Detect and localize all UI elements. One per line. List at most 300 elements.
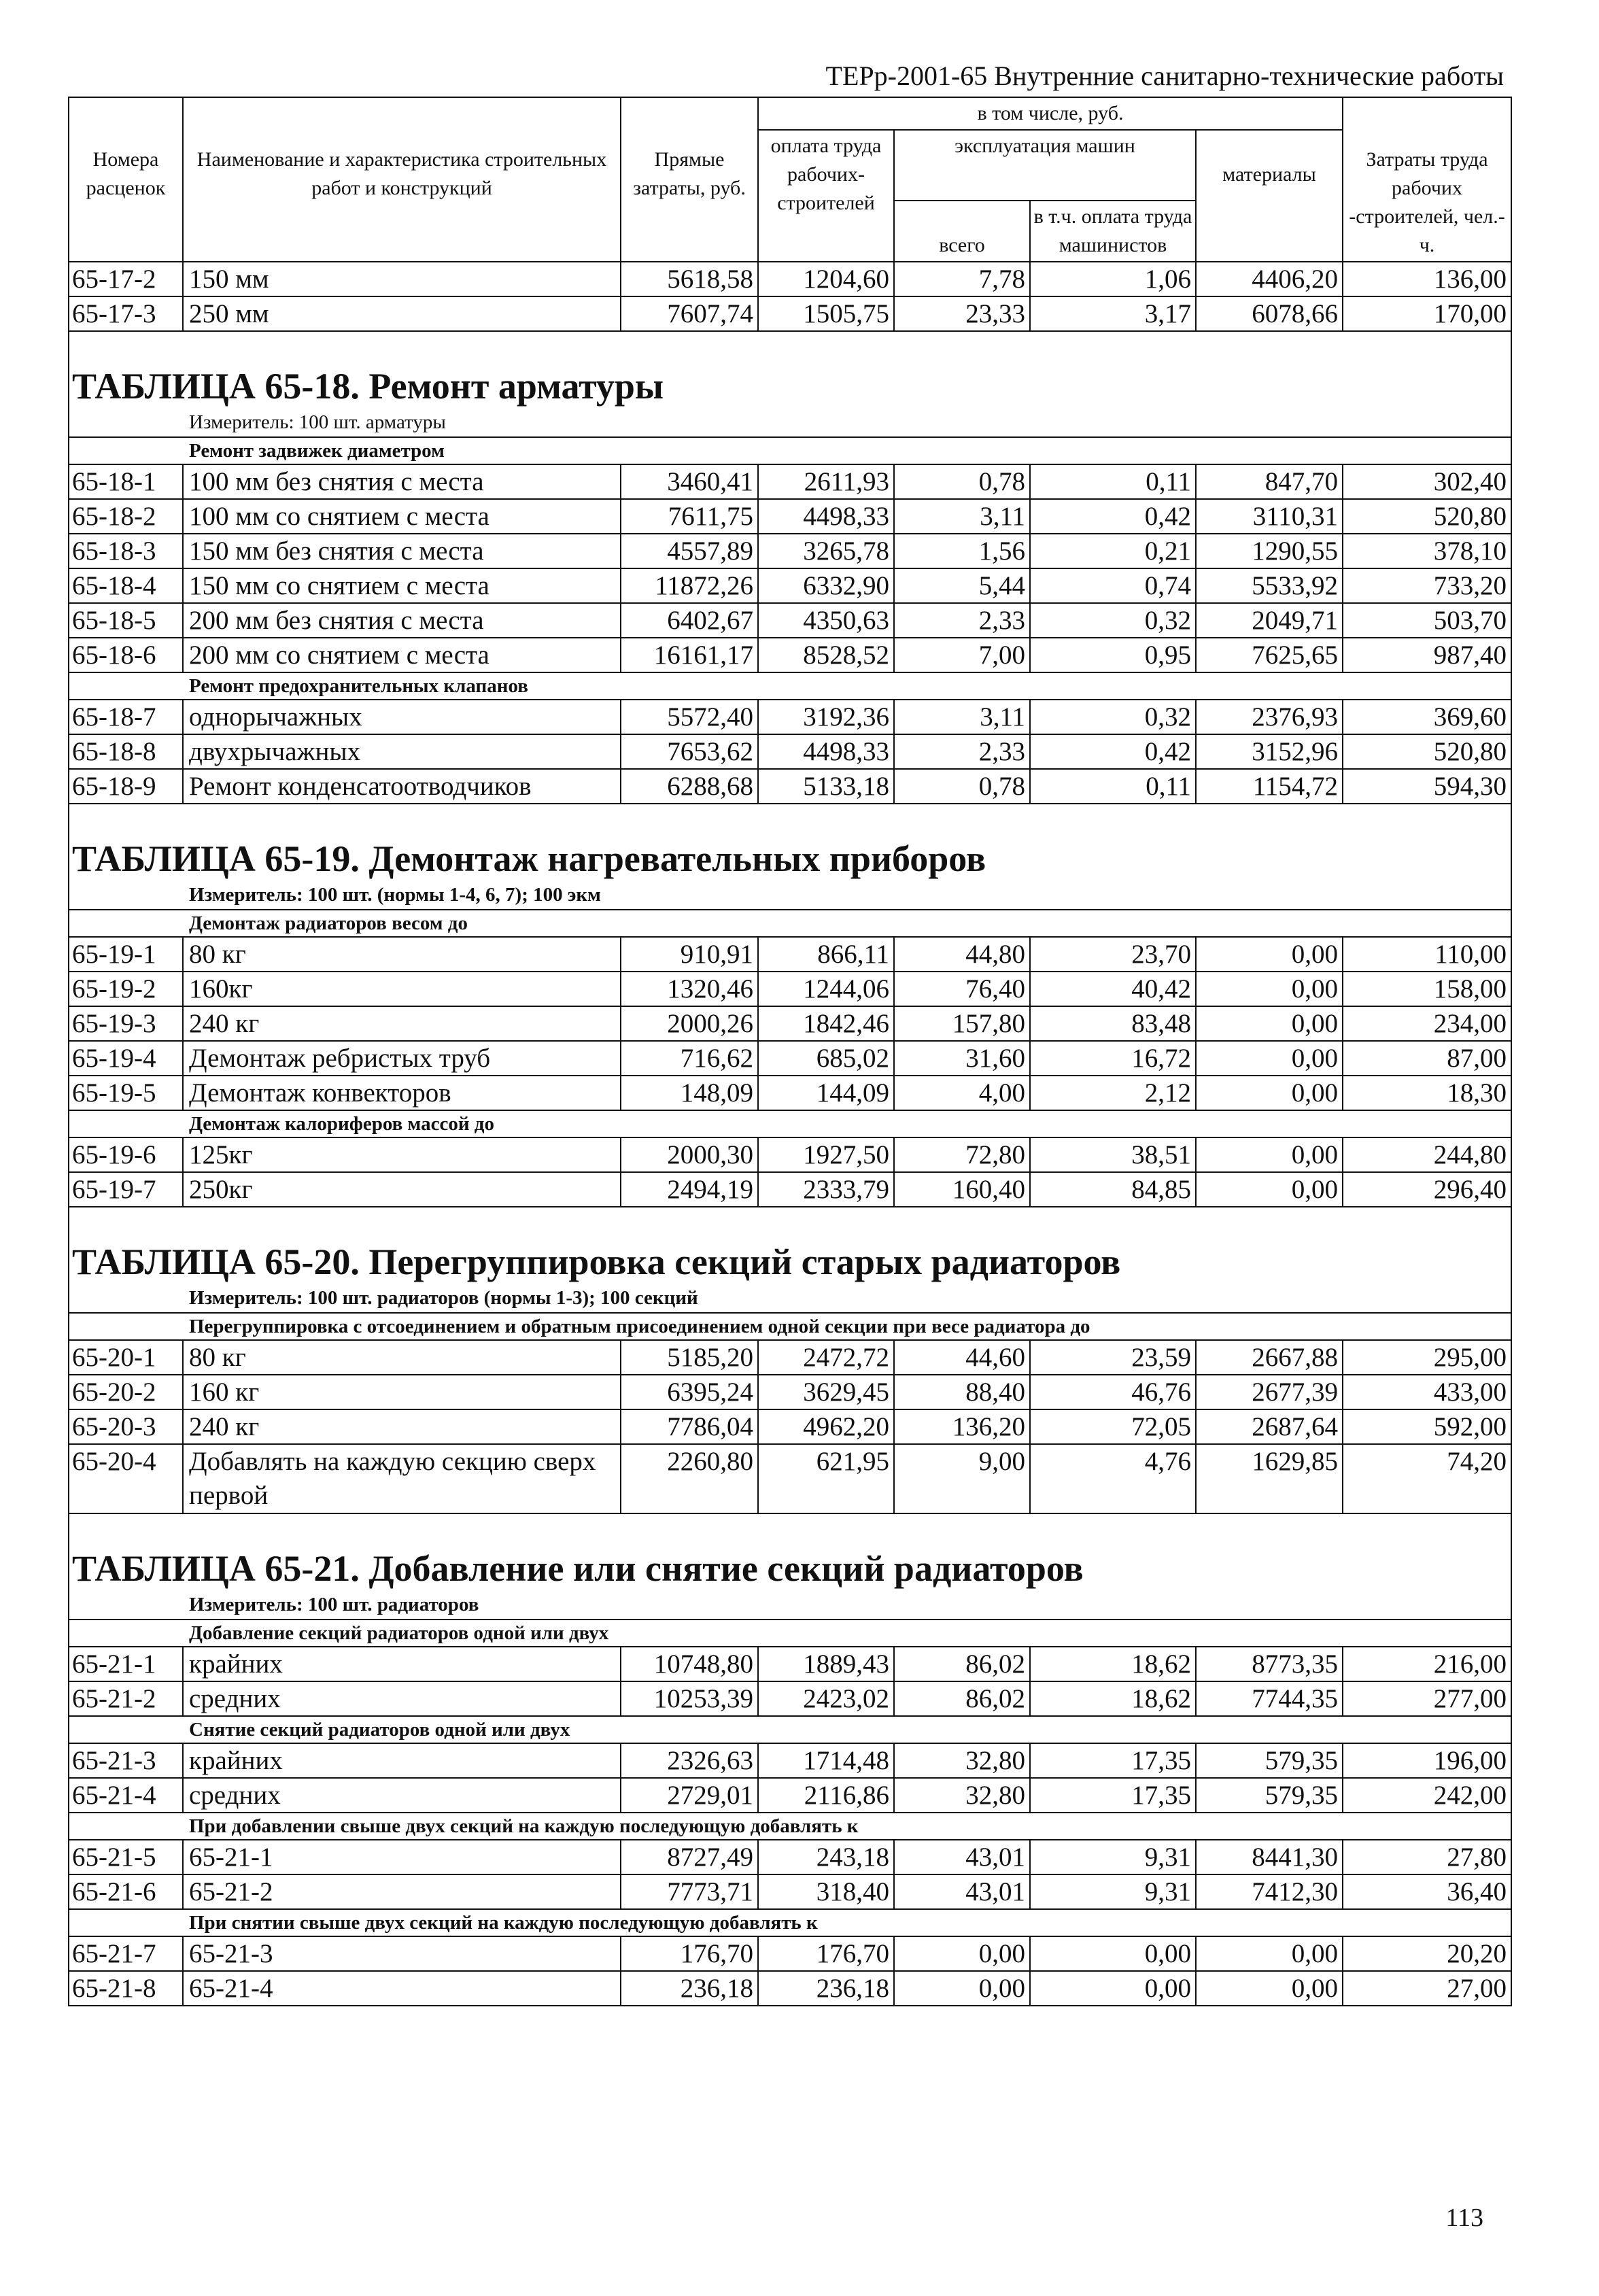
cell-code: 65-19-1	[69, 937, 183, 972]
cell-pay: 685,02	[758, 1041, 894, 1076]
table-row	[69, 1006, 1511, 1041]
table-row	[69, 1840, 1511, 1874]
cell-name: 150 мм без снятия с места	[183, 534, 621, 568]
cell-mach: 0,78	[894, 464, 1030, 499]
cell-mat: 0,00	[1196, 1172, 1343, 1207]
cell-code: 65-18-2	[69, 499, 183, 534]
cell-code: 65-20-1	[69, 1340, 183, 1375]
cell-labor: 110,00	[1343, 937, 1511, 972]
table-unit-row	[69, 408, 1511, 437]
col-header-code: Номера расценок	[69, 97, 183, 262]
cell-pay: 176,70	[758, 1936, 894, 1971]
col-header-name: Наименование и характеристика строительных работ и конструкций	[183, 97, 621, 262]
cell-code: 65-17-3	[69, 296, 183, 331]
cell-mat: 7412,30	[1196, 1874, 1343, 1909]
cell-mpay: 0,95	[1030, 638, 1196, 672]
cell-labor: 27,00	[1343, 1971, 1511, 2006]
cell-labor: 378,10	[1343, 534, 1511, 568]
cell-direct: 7611,75	[621, 499, 758, 534]
cell-code: 65-18-7	[69, 700, 183, 734]
cell-mach: 32,80	[894, 1743, 1030, 1778]
cell-name: 200 мм со снятием с места	[183, 638, 621, 672]
table-title-row	[69, 331, 1511, 408]
cell-mat: 3110,31	[1196, 499, 1343, 534]
cell-mpay: 23,70	[1030, 937, 1196, 972]
cell-direct: 176,70	[621, 1936, 758, 1971]
cell-mat: 0,00	[1196, 1041, 1343, 1076]
cell-mpay: 0,74	[1030, 568, 1196, 603]
table-row	[69, 1340, 1511, 1375]
cell-mach: 44,60	[894, 1340, 1030, 1375]
cell-labor: 369,60	[1343, 700, 1511, 734]
cell-pay: 4962,20	[758, 1409, 894, 1444]
cell-direct: 7786,04	[621, 1409, 758, 1444]
table-row	[69, 1874, 1511, 1909]
cell-mat: 6078,66	[1196, 296, 1343, 331]
cell-direct: 7607,74	[621, 296, 758, 331]
cell-mpay: 72,05	[1030, 1409, 1196, 1444]
cell-direct: 4557,89	[621, 534, 758, 568]
cell-labor: 36,40	[1343, 1874, 1511, 1909]
table-row	[69, 534, 1511, 568]
table-row	[69, 1647, 1511, 1681]
cell-mach: 76,40	[894, 972, 1030, 1006]
cell-direct: 10253,39	[621, 1681, 758, 1716]
cell-mpay: 18,62	[1030, 1681, 1196, 1716]
table-row	[69, 1681, 1511, 1716]
cell-direct: 2326,63	[621, 1743, 758, 1778]
table-row	[69, 499, 1511, 534]
col-header-materials: материалы	[1196, 130, 1343, 262]
cell-mach: 43,01	[894, 1840, 1030, 1874]
cell-labor: 234,00	[1343, 1006, 1511, 1041]
cell-pay: 1244,06	[758, 972, 894, 1006]
cell-pay: 243,18	[758, 1840, 894, 1874]
cell-code: 65-19-7	[69, 1172, 183, 1207]
cell-direct: 6402,67	[621, 603, 758, 638]
cell-mpay: 0,11	[1030, 464, 1196, 499]
cell-pay: 4498,33	[758, 734, 894, 769]
cell-direct: 5572,40	[621, 700, 758, 734]
group-header-row	[69, 1813, 1511, 1840]
cell-direct: 5618,58	[621, 262, 758, 296]
cell-mat: 579,35	[1196, 1778, 1343, 1813]
cell-labor: 216,00	[1343, 1647, 1511, 1681]
cell-code: 65-18-4	[69, 568, 183, 603]
cell-direct: 8727,49	[621, 1840, 758, 1874]
cell-pay: 1714,48	[758, 1743, 894, 1778]
cell-labor: 594,30	[1343, 769, 1511, 804]
cell-mach: 0,00	[894, 1971, 1030, 2006]
table-unit: Измеритель: 100 шт. радиаторов (нормы 1-3); 100 секций	[69, 1284, 1511, 1313]
table-row	[69, 603, 1511, 638]
cell-direct: 6288,68	[621, 769, 758, 804]
cell-mpay: 84,85	[1030, 1172, 1196, 1207]
cell-name: однорычажных	[183, 700, 621, 734]
cell-pay: 2333,79	[758, 1172, 894, 1207]
cell-name: 200 мм без снятия с места	[183, 603, 621, 638]
table-row	[69, 1409, 1511, 1444]
cell-direct: 2000,30	[621, 1137, 758, 1172]
cell-mach: 0,00	[894, 1936, 1030, 1971]
cell-mach: 0,78	[894, 769, 1030, 804]
cell-labor: 20,20	[1343, 1936, 1511, 1971]
group-label: Добавление секций радиаторов одной или двух	[69, 1620, 1511, 1647]
cell-pay: 6332,90	[758, 568, 894, 603]
cell-code: 65-21-6	[69, 1874, 183, 1909]
cell-direct: 236,18	[621, 1971, 758, 2006]
cell-mpay: 46,76	[1030, 1375, 1196, 1409]
cell-pay: 2472,72	[758, 1340, 894, 1375]
cell-name: 80 кг	[183, 1340, 621, 1375]
table-row	[69, 700, 1511, 734]
cell-name: средних	[183, 1778, 621, 1813]
table-header	[69, 97, 1511, 262]
cell-name: 100 мм со снятием с места	[183, 499, 621, 534]
cell-code: 65-20-4	[69, 1444, 183, 1513]
cell-labor: 592,00	[1343, 1409, 1511, 1444]
group-label: Ремонт предохранительных клапанов	[69, 672, 1511, 700]
group-header-row	[69, 1110, 1511, 1137]
cell-code: 65-18-8	[69, 734, 183, 769]
group-label: Снятие секций радиаторов одной или двух	[69, 1716, 1511, 1743]
col-header-machines-pay: в т.ч. оплата труда машинистов	[1030, 201, 1196, 262]
cell-code: 65-19-6	[69, 1137, 183, 1172]
cell-mach: 157,80	[894, 1006, 1030, 1041]
cell-mpay: 18,62	[1030, 1647, 1196, 1681]
cell-mpay: 0,21	[1030, 534, 1196, 568]
cell-pay: 621,95	[758, 1444, 894, 1513]
cell-name: Добавлять на каждую секцию сверх первой	[183, 1444, 621, 1513]
cell-name: 80 кг	[183, 937, 621, 972]
cell-mat: 0,00	[1196, 1006, 1343, 1041]
cell-pay: 236,18	[758, 1971, 894, 2006]
cell-labor: 433,00	[1343, 1375, 1511, 1409]
cell-pay: 1842,46	[758, 1006, 894, 1041]
group-label: Демонтаж калориферов массой до	[69, 1110, 1511, 1137]
col-header-direct: Прямые затраты, руб.	[621, 97, 758, 262]
cell-pay: 1505,75	[758, 296, 894, 331]
cell-mat: 0,00	[1196, 1971, 1343, 2006]
group-label: Перегруппировка с отсоединением и обратным присоединением одной секции при весе радиатора до	[69, 1313, 1511, 1340]
table-title-row	[69, 804, 1511, 880]
cell-labor: 277,00	[1343, 1681, 1511, 1716]
table-unit: Измеритель: 100 шт. (нормы 1-4, 6, 7); 100 экм	[69, 880, 1511, 910]
cell-labor: 520,80	[1343, 734, 1511, 769]
cell-mach: 136,20	[894, 1409, 1030, 1444]
cell-mach: 88,40	[894, 1375, 1030, 1409]
cell-mpay: 0,42	[1030, 734, 1196, 769]
cell-code: 65-19-5	[69, 1076, 183, 1110]
cell-mpay: 0,00	[1030, 1971, 1196, 2006]
cell-direct: 11872,26	[621, 568, 758, 603]
price-table	[68, 97, 1512, 2006]
cell-mat: 1629,85	[1196, 1444, 1343, 1513]
group-label: При снятии свыше двух секций на каждую последующую добавлять к	[69, 1909, 1511, 1936]
table-unit: Измеритель: 100 шт. радиаторов	[69, 1590, 1511, 1620]
cell-mpay: 38,51	[1030, 1137, 1196, 1172]
cell-direct: 148,09	[621, 1076, 758, 1110]
cell-labor: 302,40	[1343, 464, 1511, 499]
cell-direct: 3460,41	[621, 464, 758, 499]
cell-direct: 2260,80	[621, 1444, 758, 1513]
table-row	[69, 1971, 1511, 2006]
table-row	[69, 1778, 1511, 1813]
cell-labor: 242,00	[1343, 1778, 1511, 1813]
cell-pay: 1927,50	[758, 1137, 894, 1172]
table-row	[69, 1743, 1511, 1778]
cell-mpay: 17,35	[1030, 1778, 1196, 1813]
cell-name: 160 кг	[183, 1375, 621, 1409]
col-header-labor-pay: оплата труда рабочих-строителей	[758, 130, 894, 262]
cell-code: 65-19-2	[69, 972, 183, 1006]
table-unit-row	[69, 1284, 1511, 1313]
cell-labor: 196,00	[1343, 1743, 1511, 1778]
cell-mat: 2667,88	[1196, 1340, 1343, 1375]
cell-name: крайних	[183, 1743, 621, 1778]
cell-mach: 72,80	[894, 1137, 1030, 1172]
cell-pay: 866,11	[758, 937, 894, 972]
cell-pay: 318,40	[758, 1874, 894, 1909]
table-body	[69, 262, 1511, 2006]
cell-direct: 1320,46	[621, 972, 758, 1006]
cell-mach: 2,33	[894, 734, 1030, 769]
group-header-row	[69, 1716, 1511, 1743]
cell-mach: 43,01	[894, 1874, 1030, 1909]
table-row	[69, 1172, 1511, 1207]
group-label: Демонтаж радиаторов весом до	[69, 910, 1511, 937]
page-number: 113	[1445, 2204, 1483, 2232]
table-row	[69, 1444, 1511, 1513]
cell-mach: 5,44	[894, 568, 1030, 603]
cell-direct: 10748,80	[621, 1647, 758, 1681]
cell-mat: 2677,39	[1196, 1375, 1343, 1409]
cell-mat: 579,35	[1196, 1743, 1343, 1778]
col-header-machines: эксплуатация машин	[894, 130, 1196, 201]
cell-code: 65-18-6	[69, 638, 183, 672]
cell-labor: 987,40	[1343, 638, 1511, 672]
group-label: Ремонт задвижек диаметром	[69, 437, 1511, 464]
cell-code: 65-21-4	[69, 1778, 183, 1813]
group-header-row	[69, 1909, 1511, 1936]
cell-labor: 244,80	[1343, 1137, 1511, 1172]
cell-mat: 2687,64	[1196, 1409, 1343, 1444]
cell-mach: 160,40	[894, 1172, 1030, 1207]
cell-pay: 2116,86	[758, 1778, 894, 1813]
cell-labor: 733,20	[1343, 568, 1511, 603]
cell-mat: 2376,93	[1196, 700, 1343, 734]
cell-direct: 5185,20	[621, 1340, 758, 1375]
table-unit-row	[69, 880, 1511, 910]
cell-code: 65-21-1	[69, 1647, 183, 1681]
cell-pay: 144,09	[758, 1076, 894, 1110]
cell-labor: 520,80	[1343, 499, 1511, 534]
cell-code: 65-21-3	[69, 1743, 183, 1778]
cell-code: 65-21-2	[69, 1681, 183, 1716]
cell-direct: 716,62	[621, 1041, 758, 1076]
group-header-row	[69, 1620, 1511, 1647]
table-row	[69, 1076, 1511, 1110]
cell-pay: 2611,93	[758, 464, 894, 499]
cell-code: 65-18-3	[69, 534, 183, 568]
cell-mach: 86,02	[894, 1647, 1030, 1681]
cell-direct: 16161,17	[621, 638, 758, 672]
cell-mach: 4,00	[894, 1076, 1030, 1110]
cell-name: крайних	[183, 1647, 621, 1681]
cell-labor: 74,20	[1343, 1444, 1511, 1513]
cell-code: 65-19-4	[69, 1041, 183, 1076]
cell-mpay: 17,35	[1030, 1743, 1196, 1778]
cell-mat: 8441,30	[1196, 1840, 1343, 1874]
cell-labor: 27,80	[1343, 1840, 1511, 1874]
cell-pay: 1204,60	[758, 262, 894, 296]
table-row	[69, 1137, 1511, 1172]
cell-mpay: 0,42	[1030, 499, 1196, 534]
col-header-including: в том числе, руб.	[758, 97, 1343, 130]
cell-name: 65-21-3	[183, 1936, 621, 1971]
cell-code: 65-20-2	[69, 1375, 183, 1409]
cell-name: 240 кг	[183, 1006, 621, 1041]
cell-mpay: 2,12	[1030, 1076, 1196, 1110]
cell-mach: 3,11	[894, 700, 1030, 734]
cell-pay: 3629,45	[758, 1375, 894, 1409]
cell-labor: 503,70	[1343, 603, 1511, 638]
cell-mat: 7625,65	[1196, 638, 1343, 672]
cell-mat: 8773,35	[1196, 1647, 1343, 1681]
cell-direct: 2494,19	[621, 1172, 758, 1207]
cell-mpay: 9,31	[1030, 1840, 1196, 1874]
cell-code: 65-21-8	[69, 1971, 183, 2006]
cell-code: 65-18-5	[69, 603, 183, 638]
table-row	[69, 734, 1511, 769]
cell-code: 65-20-3	[69, 1409, 183, 1444]
cell-mat: 1154,72	[1196, 769, 1343, 804]
table-title: ТАБЛИЦА 65-20. Перегруппировка секций старых радиаторов	[69, 1207, 1511, 1284]
document-header: ТЕРр-2001-65 Внутренние санитарно-технические работы	[825, 61, 1504, 91]
cell-mpay: 4,76	[1030, 1444, 1196, 1513]
group-header-row	[69, 672, 1511, 700]
cell-mpay: 40,42	[1030, 972, 1196, 1006]
cell-mach: 7,00	[894, 638, 1030, 672]
cell-name: 240 кг	[183, 1409, 621, 1444]
cell-code: 65-18-9	[69, 769, 183, 804]
table-row	[69, 1936, 1511, 1971]
table-title: ТАБЛИЦА 65-18. Ремонт арматуры	[69, 331, 1511, 408]
table-row	[69, 937, 1511, 972]
cell-labor: 18,30	[1343, 1076, 1511, 1110]
cell-mpay: 0,32	[1030, 700, 1196, 734]
cell-mpay: 16,72	[1030, 1041, 1196, 1076]
table-row	[69, 464, 1511, 499]
table-row	[69, 1375, 1511, 1409]
cell-direct: 2729,01	[621, 1778, 758, 1813]
cell-pay: 1889,43	[758, 1647, 894, 1681]
table-title-row	[69, 1207, 1511, 1284]
table-unit: Измеритель: 100 шт. арматуры	[69, 408, 1511, 437]
cell-name: 160кг	[183, 972, 621, 1006]
group-header-row	[69, 437, 1511, 464]
cell-name: 65-21-4	[183, 1971, 621, 2006]
cell-mat: 0,00	[1196, 937, 1343, 972]
cell-mpay: 23,59	[1030, 1340, 1196, 1375]
table-title: ТАБЛИЦА 65-21. Добавление или снятие секций радиаторов	[69, 1513, 1511, 1590]
cell-mpay: 0,00	[1030, 1936, 1196, 1971]
cell-name: средних	[183, 1681, 621, 1716]
cell-mat: 0,00	[1196, 1936, 1343, 1971]
cell-pay: 8528,52	[758, 638, 894, 672]
cell-labor: 136,00	[1343, 262, 1511, 296]
cell-mat: 0,00	[1196, 972, 1343, 1006]
cell-labor: 296,40	[1343, 1172, 1511, 1207]
cell-labor: 170,00	[1343, 296, 1511, 331]
cell-direct: 7653,62	[621, 734, 758, 769]
table-row	[69, 1041, 1511, 1076]
cell-name: двухрычажных	[183, 734, 621, 769]
cell-pay: 5133,18	[758, 769, 894, 804]
table-row	[69, 262, 1511, 296]
col-header-labor-cost: Затраты труда рабочих -строителей, чел.-ч.	[1343, 97, 1511, 262]
cell-direct: 6395,24	[621, 1375, 758, 1409]
cell-mach: 3,11	[894, 499, 1030, 534]
cell-pay: 2423,02	[758, 1681, 894, 1716]
table-unit-row	[69, 1590, 1511, 1620]
cell-mach: 32,80	[894, 1778, 1030, 1813]
cell-name: Демонтаж конвекторов	[183, 1076, 621, 1110]
cell-code: 65-21-7	[69, 1936, 183, 1971]
cell-direct: 7773,71	[621, 1874, 758, 1909]
table-row	[69, 972, 1511, 1006]
cell-name: 250кг	[183, 1172, 621, 1207]
cell-mat: 7744,35	[1196, 1681, 1343, 1716]
cell-name: 125кг	[183, 1137, 621, 1172]
table-row	[69, 296, 1511, 331]
cell-direct: 910,91	[621, 937, 758, 972]
table-row	[69, 769, 1511, 804]
cell-labor: 158,00	[1343, 972, 1511, 1006]
group-label: При добавлении свыше двух секций на каждую последующую добавлять к	[69, 1813, 1511, 1840]
cell-mach: 23,33	[894, 296, 1030, 331]
cell-labor: 295,00	[1343, 1340, 1511, 1375]
cell-mpay: 0,11	[1030, 769, 1196, 804]
cell-code: 65-19-3	[69, 1006, 183, 1041]
cell-mat: 0,00	[1196, 1137, 1343, 1172]
table-title-row	[69, 1513, 1511, 1590]
cell-name: 65-21-1	[183, 1840, 621, 1874]
cell-mach: 9,00	[894, 1444, 1030, 1513]
cell-mpay: 9,31	[1030, 1874, 1196, 1909]
cell-mat: 2049,71	[1196, 603, 1343, 638]
cell-code: 65-21-5	[69, 1840, 183, 1874]
cell-name: 65-21-2	[183, 1874, 621, 1909]
cell-mat: 3152,96	[1196, 734, 1343, 769]
cell-name: 150 мм	[183, 262, 621, 296]
group-header-row	[69, 1313, 1511, 1340]
cell-mpay: 3,17	[1030, 296, 1196, 331]
cell-mach: 2,33	[894, 603, 1030, 638]
table-row	[69, 638, 1511, 672]
cell-mat: 847,70	[1196, 464, 1343, 499]
cell-pay: 4498,33	[758, 499, 894, 534]
cell-code: 65-18-1	[69, 464, 183, 499]
cell-name: Ремонт конденсатоотводчиков	[183, 769, 621, 804]
cell-mach: 7,78	[894, 262, 1030, 296]
cell-mpay: 1,06	[1030, 262, 1196, 296]
cell-direct: 2000,26	[621, 1006, 758, 1041]
cell-code: 65-17-2	[69, 262, 183, 296]
cell-mach: 44,80	[894, 937, 1030, 972]
cell-name: Демонтаж ребристых труб	[183, 1041, 621, 1076]
cell-labor: 87,00	[1343, 1041, 1511, 1076]
